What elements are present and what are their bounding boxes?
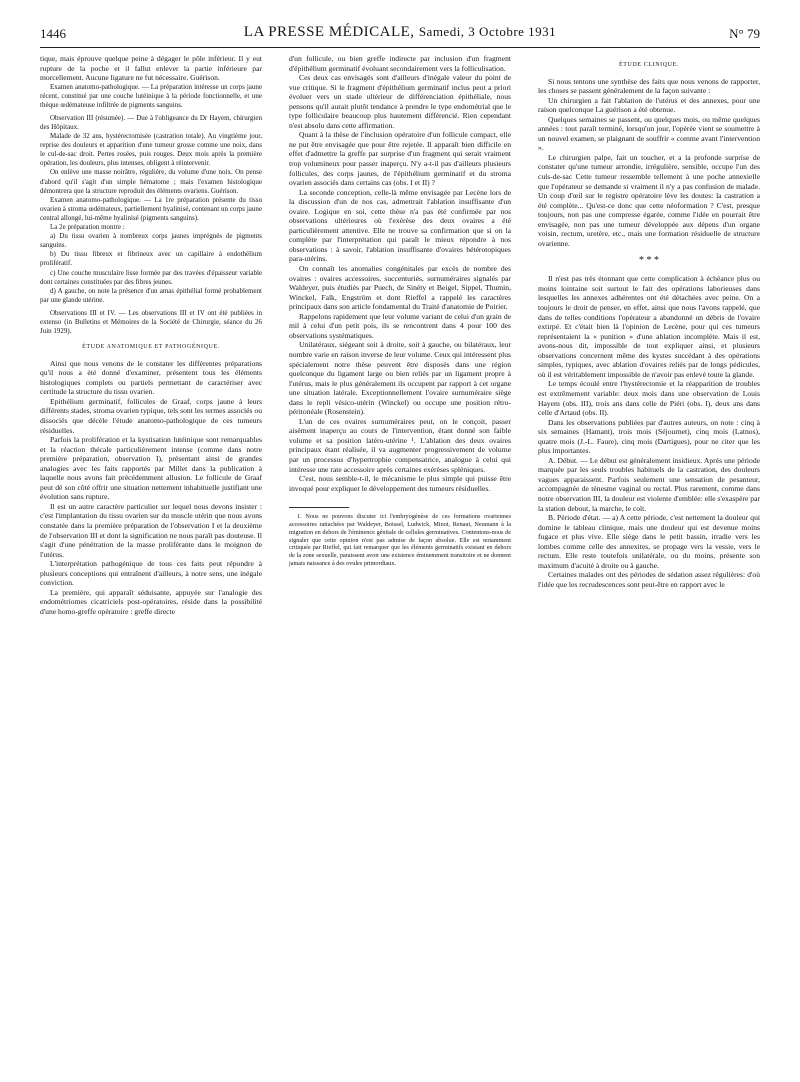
observation-heading: Observation III (résumée). — Due à l'obligeance du Dr Hayem, chirurgien des Hôpitaux. bbox=[40, 113, 262, 132]
issue-date: Samedi, 3 Octobre 1931 bbox=[418, 24, 557, 39]
paragraph: Parfois la prolifération et la kystisation lutéinique sont remarquables et la réaction thécale particulièrement intense (comme dans notre première préparation, observation I), présentant ainsi de grandes analogies avec les faits rapportés par Millet dans la publication à laquelle nous avons fait précédemment allusion. Le follicule de Graaf peut dé son côté offrir une situation nettement inhabituelle justifiant une évolution sans rupture. bbox=[40, 435, 262, 502]
list-item: b) Du tissu fibreux et fibrineux avec un capillaire à endothélium prolifératif. bbox=[40, 250, 262, 268]
paragraph: C'est, nous semble-t-il, le mécanisme le plus simple qui puisse être invoqué pour expliquer le développement des tumeurs résiduelles. bbox=[289, 474, 511, 493]
paragraph: La 2e préparation montre : bbox=[50, 223, 125, 232]
paragraph: Si nous tentons une synthèse des faits que nous venons de rapporter, les choses se passent généralement de la façon suivante : bbox=[538, 76, 760, 96]
paragraph: Un chirurgien a fait l'ablation de l'utérus et des annexes, pour une raison quelconque La guérison a été obtenue. bbox=[538, 95, 760, 115]
paragraph: d'un follicule, ou bien greffe indirecte par inclusion d'un fragment d'épithélium germinatif évoluant secondairement vers la folliculisation. bbox=[289, 54, 511, 73]
paragraph: B. Période d'état. — a) A cette période, c'est nettement la douleur qui domine le tableau clinique, mais une douleur qui est devenue moins fugace et plus vive. Elle siège dans le petit bassin, irradie vers les lombes comme celle des annexites, se propage vers la vessie, vers le rectum. Elle reste toutefois unilatérale, ou du moins, présente son maximum d'acuité à droite ou à gauche. bbox=[538, 513, 760, 570]
paragraph: tique, mais éprouve quelque peine à dégager le pôle inférieur. Il y eut rupture de la poche et il fallut enlever la partie inférieure par morcellement. Aucune ligature ne fut nécessaire. Guérison. bbox=[40, 54, 262, 83]
column-2 bbox=[289, 54, 511, 568]
list-item: c) Une couche musculaire lisse formée par des travées d'épaisseur variable dont certaines constituées par des fibres jeunes. bbox=[40, 268, 262, 286]
paragraph: On connaît les anomalies congénitales par excès de nombre des ovaires : ovaires accessoires, succenturiés, surnuméraires signalés par Waldeyer, puis étudiés par Puech, de Sinéty et Beigel, Sippel, Thumin, Winckel, Falk, Engström et dont Rieffel a rappelé les caractères principaux dans son article fondamental du Traité d'anatomie de Poirier. bbox=[289, 264, 511, 312]
footnote-rule bbox=[289, 507, 349, 508]
paragraph: Dans les observations publiées par d'autres auteurs, on note : cinq à six semaines (Hamant), trois mois (Séjournet), cinq mois (Latnos), quatre mois (J.-L. Faure), cinq mois (Dartigues), pour ne citer que les plus importantes. bbox=[538, 417, 760, 456]
paragraph: On enlève une masse noirâtre, régulière, du volume d'une noix. On pense d'abord qu'il s'agit d'un simple hématome ; mais l'examen histologique démontrera que la structure reproduit des éléments ovariens. Guérison. bbox=[40, 168, 262, 195]
paragraph: Ainsi que nous venons de le constater les différentes préparations qu'il nous a été donné d'examiner, présentent tous les éléments histologiques complets ou partiels permettant de caractériser avec certitude la structure du tissu ovarien. bbox=[40, 358, 262, 397]
paragraph: Examen anatomo-pathologique. — La préparation intéresse un corps jaune récent, constitué par une couche lutéinique à la période fonctionnelle, et une thèque œdémateuse infiltrée de pigments sanguins. bbox=[40, 82, 262, 109]
footnote: 1. Nous ne pouvons discuter ici l'embryogénèse de ces formations ovariennes accessoires rattachées par Waldeyer, Boissel, Ludwick, Minot, Renaut, Neumann à la migration en dehors de l'éminence génitale de cellules germinatives. Contentons-nous de signaler que cette opinion n'est pas admise de façon absolue. Elle est notamment critiquée par Rieffel, qui fait remarquer que les éléments germinatifs existant en dehors de la zone sexuelle, paraissent avoir une existence éminemment transitoire et ne donnent jamais naissance à des ovules primordiaux. bbox=[289, 513, 511, 567]
paragraph: Malade de 32 ans, hystérectomisée (castration totale). Au vingtième jour, reprise des douleurs et apparition d'une tumeur grosse comme une noix, dans le cul-de-sac droit. Pertes rosées, puis rouges. Deux mois après la première opération, les douleurs, plus intenses, obligent à réintervenir. bbox=[40, 132, 262, 168]
list-item: a) Du tissu ovarien à nombreux corps jaunes imprégnés de pigments sanguins. bbox=[40, 232, 262, 250]
page-number: 1446 bbox=[40, 26, 66, 41]
paragraph: Rappelons rapidement que leur volume variant de celui d'un grain de mil à celui d'un petit pois, ils se rencontrent dans 4 pour 100 des observations systématiques. bbox=[289, 311, 511, 340]
paragraph: L'interprétation pathogénique de tous ces faits peut répondre à plusieurs conceptions qui entraînent d'ailleurs, à notre sens, une inégale conviction. bbox=[40, 559, 262, 588]
paragraph: Epithélium germinatif, follicules de Graaf, corps jaune à leurs différents stades, stroma ovarien typique, tels sont les termes associés ou dissociés que décèle l'étude anatomo-pathologique de ces tumeurs résiduelles. bbox=[40, 396, 262, 435]
paragraph: Unilatéraux, siégeant soit à droite, soit à gauche, ou bilatéraux, leur nombre varie en raison inverse de leur volume. Ceux qui intéressent plus spécialement notre thèse peuvent être disposés dans une région quelconque du ligament large ou bien reliés par un ligament propre à l'utérus, mais le plus généralement ils occupent par rapport à cet organe une situation latérale. Exceptionnellement l'ovaire surnuméraire siège dans le repli vésico-utérin (Winckel) ou occupe une position rétro-péritonéale (Rosenstein). bbox=[289, 340, 511, 417]
journal-name: LA PRESSE MÉDICALE, bbox=[243, 24, 415, 40]
column-3 bbox=[538, 54, 760, 589]
paragraph: Ces deux cas envisagés sont d'ailleurs d'inégale valeur du point de vue critique. Si le fragment d'épithélium germinatif inclus peut a priori évoluer vers un stade ultérieur de différenciation épithéliale, nous pensons qu'il aurait plutôt tendance à prendre le type endométrial que le type folliculaire beaucoup plus hautement différencié. Rien cependant n'est absolu dans cette affirmation. bbox=[289, 73, 511, 130]
paragraph: Examen anatomo-pathologique. — La 1re préparation présente du tissu ovarien à stroma œdémateux, partiellement hyalinisé, contenant un corps jaune central allongé, lui-même hyalinisé (pigments sanguins). bbox=[40, 195, 262, 222]
paragraph: Certaines malades ont des périodes de sédation assez régulières: d'où l'idée que les recrudescences sont peut-être en rapport avec le bbox=[538, 570, 760, 589]
paragraph: Le temps écoulé entre l'hystérectomie et la réapparition de troubles est extrêmement variable: deux mois dans une observation de Louis Hayem (obs. III), trois ans dans celle de Piéri (obs. I), deux ans dans celle d'Artaud (obs. II). bbox=[538, 379, 760, 418]
paragraph: La première, qui apparaît séduisante, appuyée sur l'analogie des endométriomes cicatriciels post-opératoires, réside dans la possibilité d'une homo-greffe opératoire : greffe directe bbox=[40, 587, 262, 616]
paragraph: Il est un autre caractère particulier sur lequel nous devons insister : c'est l'implantation du tissu ovarien sur du muscle utérin que nous avons constatée dans la première préparation de l'observation I et la deuxième de l'observation III et dont la signification ne nous paraît pas douteuse. Il s'agit d'une pénétration de la masse proliférante dans le moignon de l'utérus. bbox=[40, 501, 262, 559]
section-separator: * * * bbox=[639, 255, 659, 267]
observation-heading: Observations III et IV. — Les observations III et IV ont été publiées in extenso (in Bulletins et Mémoires de la Société de Chirurgie, séance du 26 Juin 1929). bbox=[40, 308, 262, 336]
paragraph: Quelques semaines se passent, ou quelques mois, ou même quelques années : tout paraît terminé, lorsqu'un jour, l'opérée vient se soumettre à un nouvel examen, se plaignant de souffrir « comme avant l'intervention ». bbox=[538, 114, 760, 153]
section-heading: ÉTUDE CLINIQUE. bbox=[619, 62, 679, 68]
issue-number: N° 79 bbox=[729, 26, 760, 41]
list-item: d) A gauche, on note la présence d'un amas épithélial formé probablement par une glande utérine. bbox=[40, 286, 262, 304]
paragraph: Le chirurgien palpe, fait un toucher, et a la profonde surprise de constater qu'une tumeur arrondie, irrégulière, sensible, occupe l'un des culs-de-sac Cette tumeur ressemble tellement à une poche annexielle que l'opérateur se demande si vraiment il n'y a pas confusion de malade. Un coup d'œil sur le registre opératoire lève les doutes: la castration a été complète... Qu'est-ce donc que cette néoformation ? C'est, presque toujours, non pas une compresse égarée, comme l'idée en pourrait être envisagée, non pas une tumeur développée aux dépens d'un organe voisin, rectum, uretère, etc., mais une formation résiduelle de structure ovarienne. bbox=[538, 152, 760, 248]
page-header bbox=[40, 26, 760, 46]
column-1 bbox=[40, 54, 262, 616]
header-rule bbox=[40, 47, 760, 48]
paragraph: L'un de ces ovaires surnuméraires peut, on le conçoit, passer aisément inaperçu au cours de l'intervention, étant donné son faible volume et sa position latéro-utérine ¹. L'ablation des deux ovaires principaux étant réalisée, il va augmenter progressivement de volume par un processus d'hypertrophie compensatrice, analogue à celui qui intéresse une rate accessoire après certaines exérèses spléniques. bbox=[289, 416, 511, 474]
running-title bbox=[40, 24, 760, 41]
paragraph: A. Début. — Le début est généralement insidieux. Après une période marquée par les seuls troubles habituels de la castration, des douleurs vagues apparaissent. Parfois seulement une sensation de pesanteur, accompagnée de ténesme vaginal ou rectal. Plus rarement, comme dans notre observation III, la douleur est violente d'emblée: elle s'exaspère par la station debout, la marche, le coït. bbox=[538, 455, 760, 513]
paragraph: Il n'est pas très étonnant que cette complication à échéance plus ou moins lointaine soit surtout le fait des opérations laborieuses dans lesquelles les annexes adhérentes ont été détachées avec peine. On a toujours le droit de penser, en effet, ainsi que nous l'avons rappelé, que dans de telles conditions l'opérateur a abandonné un débris de l'ovaire extirpé. Et c'était bien là l'opinion de Lecène, pour qui ces tumeurs représentaient la « punition » d'une ablation incomplète. Mais il est, avons-nous dit, impossible de tout expliquer ainsi, et plusieurs observations concernent même des kystes succédant à des opérations simples, typiques, avec ablation d'ovaires reliés par de longs pédicules, où il est véritablement impossible de n'avoir pas enlevé toute la glande. bbox=[538, 274, 760, 379]
section-heading: ÉTUDE ANATOMIQUE ET PATHOGÉNIQUE. bbox=[82, 344, 220, 351]
paragraph: Quant à la thèse de l'inclusion opératoire d'un follicule compact, elle ne put être envisagée que pour être rejetée. Il apparaît bien difficile en effet d'admettre la greffe par surprise d'un fragment qui serait vraiment trop volumineux pour passer inaperçu. N'y a-t-il pas d'ailleurs plusieurs follicules, des corps jaunes, de l'épithélium germinatif et du stroma ovarien associés dans certains cas (obs. I et II) ? bbox=[289, 130, 511, 188]
paragraph: La seconde conception, celle-là même envisagée par Lecène lors de la discussion d'un de nos cas, admettrait l'ablation insuffisante d'un ovaire. Logique en soi, cette thèse n'a pas été confirmée par nos observations ultérieures où l'exérèse des deux ovaires a été particulièrement attentive. Elle ne trouve sa confirmation que si on la complète par l'interprétation qui paraît le mieux répondre à nos observations : à savoir, l'ablation insuffisante d'ovaires hétérotopiques para-utérins. bbox=[289, 187, 511, 264]
